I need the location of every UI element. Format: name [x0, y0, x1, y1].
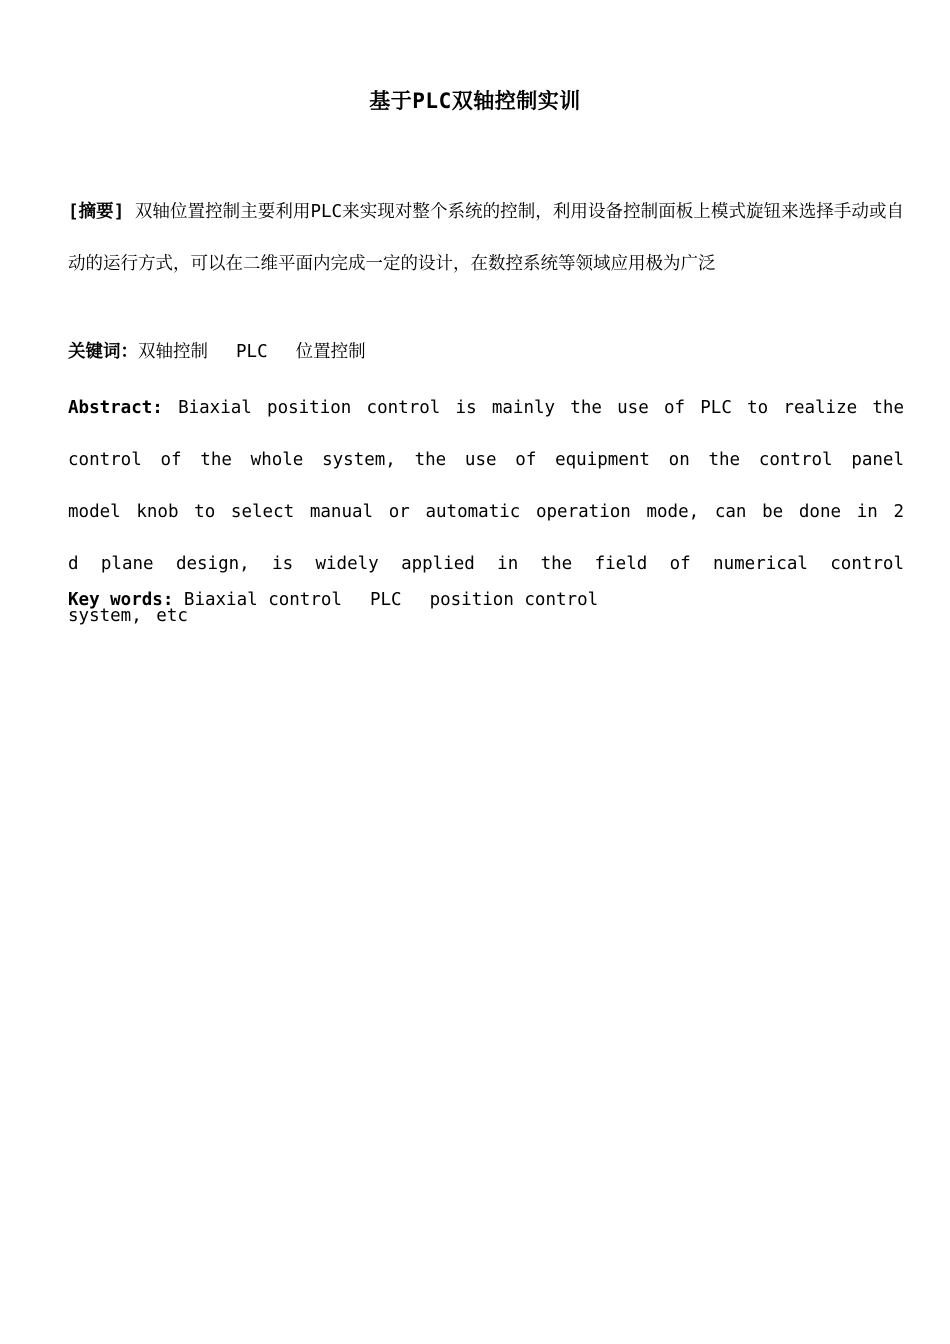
keyword-en-item: PLC — [369, 590, 402, 610]
abstract-cn-text: 双轴位置控制主要利用PLC来实现对整个系统的控制，利用设备控制面板上模式旋钮来选择手动或自动的运行方式，可以在二维平面内完成一定的设计，在数控系统等领域应用极为广泛 — [68, 202, 905, 274]
abstract-en-text: Biaxial position control is mainly the use of PLC to realize the control of the whole system, the use of equipment on the control panel model knob to select manual or automatic operation mode, can be done in 2 d plane design, is widely applied in the field of numerical control system, etc — [68, 398, 904, 626]
keywords-en-label: Key words: — [68, 590, 174, 610]
document-title: 基于PLC双轴控制实训 — [369, 89, 581, 113]
keyword-en-item: Biaxial control — [183, 590, 342, 610]
abstract-en-label: Abstract: — [68, 398, 163, 418]
keyword-cn-item: 双轴控制 — [138, 342, 208, 362]
keyword-cn-item: 位置控制 — [295, 342, 366, 362]
abstract-cn-label: [摘要] — [68, 202, 125, 222]
keywords-cn-line — [68, 336, 904, 368]
keywords-en-line — [68, 584, 904, 616]
keyword-cn-item: PLC — [236, 342, 268, 362]
keyword-en-item: position control — [429, 590, 599, 610]
abstract-cn-paragraph — [68, 186, 904, 290]
keywords-cn-label: 关键词： — [68, 342, 138, 362]
